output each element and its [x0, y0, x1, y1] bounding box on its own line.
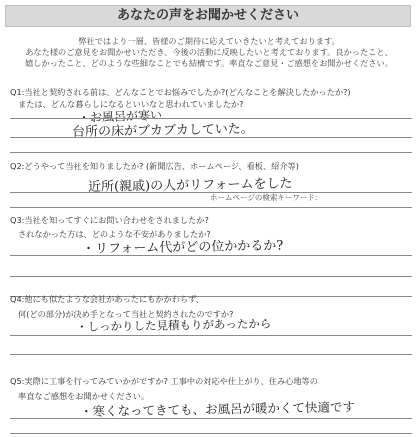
q1-question: Q1:当社と契約される前は、どんなことでお悩みでしたか?(どんなことを解決したかったか?)	[10, 87, 351, 97]
intro-line: 嬉しかったこと、どのような些細なことでも結構です。率直なご意見・ご感想をお聞かせください。	[25, 58, 393, 68]
q4-question-sub: 何(どの部分)が決め手となって当社と契約されたのですか?	[18, 309, 234, 319]
q2-question: Q2:どうやって当社を知りましたか? (新聞広告、ホームページ、看板、紹介等)	[10, 161, 299, 171]
answer-line	[10, 137, 412, 138]
q4-question: Q4:他にも似たような会社があったにもかかわらず、	[10, 294, 204, 304]
page-title: あなたの声をお聞かせください	[5, 5, 411, 27]
answer-line	[10, 433, 412, 434]
q5-question: Q5:実際に工事を行ってみていかがですか? 工事中の対応や仕上がり、住み心地等の	[10, 376, 318, 386]
answer-line	[10, 255, 412, 256]
intro-line: 弊社ではより一層、皆様のご期待に応えていきたいと考えております。	[78, 36, 340, 46]
answer-line	[10, 207, 412, 208]
q3-question: Q3:当社を知ってすぐにお問い合わせをされましたか?	[10, 215, 209, 225]
q1-answer-1: ・お風呂が寒い	[77, 108, 163, 125]
intro-text	[0, 36, 418, 69]
q2-answer-1: 近所(親戚)の人がリフォームをした	[87, 176, 293, 195]
q5-question-sub: 率直なご感想をお聞かせください。	[18, 391, 150, 401]
q3-answer-1: ・リフォーム代がどの位かかるか?	[81, 238, 284, 257]
q3-question-sub: されなかった方は、どのような不安がありましたか?	[18, 229, 211, 239]
intro-line: あなた様のご意見をお聞かせいただき、今後の活動に反映したいと考えております。良かったこと、	[25, 47, 393, 57]
answer-line	[10, 354, 412, 355]
q5-answer-1: ・寒くなってきても、お風呂が暖かくて快適です	[79, 399, 356, 419]
q1-answer-2: 台所の床がブカブカしていた。	[71, 121, 254, 140]
q1-question-sub: または、どんな暮らしになるといいなと思われていましたか?	[18, 99, 244, 109]
search-keyword-label: ホームページの検索キーワード:	[210, 193, 318, 202]
answer-line	[10, 118, 412, 119]
answer-line	[10, 276, 412, 277]
answer-line	[10, 152, 412, 153]
answer-line	[10, 335, 412, 336]
q4-answer-1: ・しっかりした見積もりがあったから	[75, 316, 272, 334]
answer-line	[10, 418, 412, 419]
